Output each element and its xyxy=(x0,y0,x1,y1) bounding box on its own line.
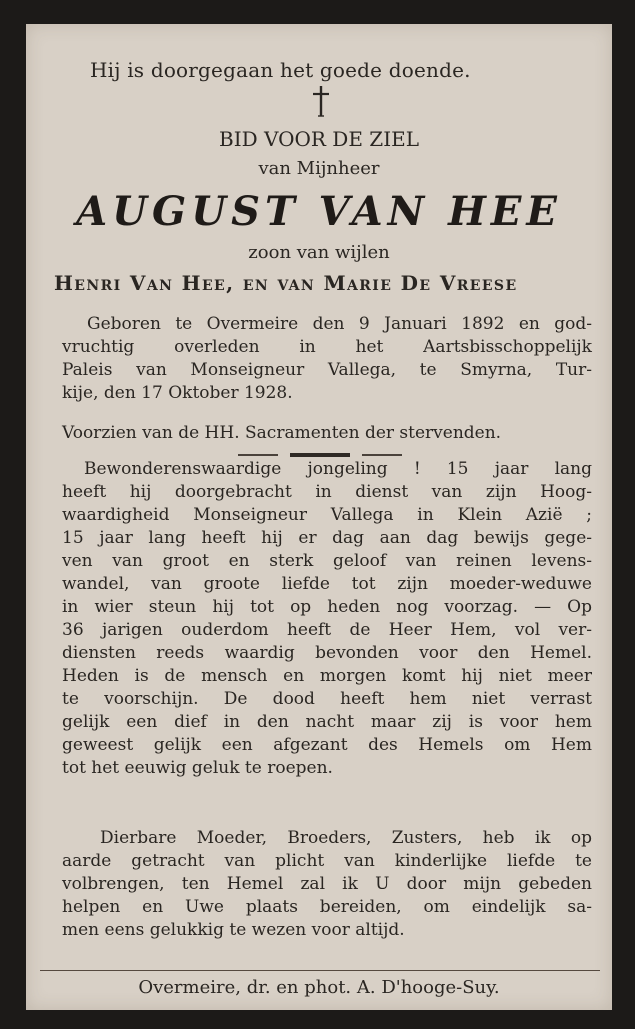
paragraph-line: Geboren te Overmeire den 9 Januari 1892 en god- xyxy=(87,314,592,334)
paragraph-line: gelijk een dief in den nacht maar zij is voor hem xyxy=(62,712,592,732)
ornamental-divider xyxy=(238,453,402,457)
paragraph-line: waardigheid Monseigneur Vallega in Klein Azië ; xyxy=(62,505,592,525)
paragraph-line: kije, den 17 Oktober 1928. xyxy=(62,383,293,403)
paragraph-line: wandel, van groote liefde tot zijn moeder-weduwe xyxy=(62,574,592,594)
footer-divider xyxy=(40,970,600,971)
pray-for-soul-heading: BID VOOR DE ZIEL xyxy=(219,127,419,151)
paragraph-line: helpen en Uwe plaats bereiden, om eindelijk sa- xyxy=(62,897,592,917)
paragraph-line: 36 jarigen ouderdom heeft de Heer Hem, vol ver- xyxy=(62,620,592,640)
paragraph-line: diensten reeds waardig bevonden voor den Hemel. xyxy=(62,643,592,663)
parents-names: Henri Van Hee, en van Marie De Vreese xyxy=(54,271,518,295)
paragraph-line: heeft hij doorgebracht in dienst van zijn Hoog- xyxy=(62,482,592,502)
paragraph-line: men eens gelukkig te wezen voor altijd. xyxy=(62,920,405,940)
paragraph-line: Heden is de mensch en morgen komt hij niet meer xyxy=(62,666,592,686)
motto: Hij is doorgegaan het goede doende. xyxy=(90,58,471,82)
paragraph-line: vruchtig overleden in het Aartsbisschoppelijk xyxy=(62,337,592,357)
tribute-paragraph xyxy=(62,458,592,780)
son-of-line: zoon van wijlen xyxy=(248,242,390,263)
cross-icon xyxy=(310,84,332,118)
paragraph-line: geweest gelijk een afgezant des Hemels om Hem xyxy=(62,735,592,755)
deceased-name: AUGUST VAN HEE xyxy=(76,188,562,235)
sacraments-line: Voorzien van de HH. Sacramenten der stervenden. xyxy=(62,423,502,443)
honorific-line: van Mijnheer xyxy=(258,158,380,179)
farewell-paragraph xyxy=(62,827,592,942)
memorial-card xyxy=(26,24,612,1010)
paragraph-line: 15 jaar lang heeft hij er dag aan dag bewijs gege- xyxy=(62,528,592,548)
paragraph-line: Bewonderenswaardige jongeling ! 15 jaar lang xyxy=(84,459,592,479)
paragraph-line: Paleis van Monseigneur Vallega, te Smyrna, Tur- xyxy=(62,360,592,380)
paragraph-line: ven van groot en sterk geloof van reinen levens- xyxy=(62,551,592,571)
paragraph-line: in wier steun hij tot op heden nog voorzag. — Op xyxy=(62,597,592,617)
paragraph-line: tot het eeuwig geluk te roepen. xyxy=(62,758,333,778)
printer-credit: Overmeire, dr. en phot. A. D'hooge-Suy. xyxy=(138,977,500,998)
paragraph-line: aarde getracht van plicht van kinderlijke liefde te xyxy=(62,851,592,871)
paragraph-line: Dierbare Moeder, Broeders, Zusters, heb ik op xyxy=(100,828,592,848)
paragraph-line: te voorschijn. De dood heeft hem niet verrast xyxy=(62,689,592,709)
birth-death-paragraph xyxy=(62,313,592,405)
paragraph-line: volbrengen, ten Hemel zal ik U door mijn gebeden xyxy=(62,874,592,894)
